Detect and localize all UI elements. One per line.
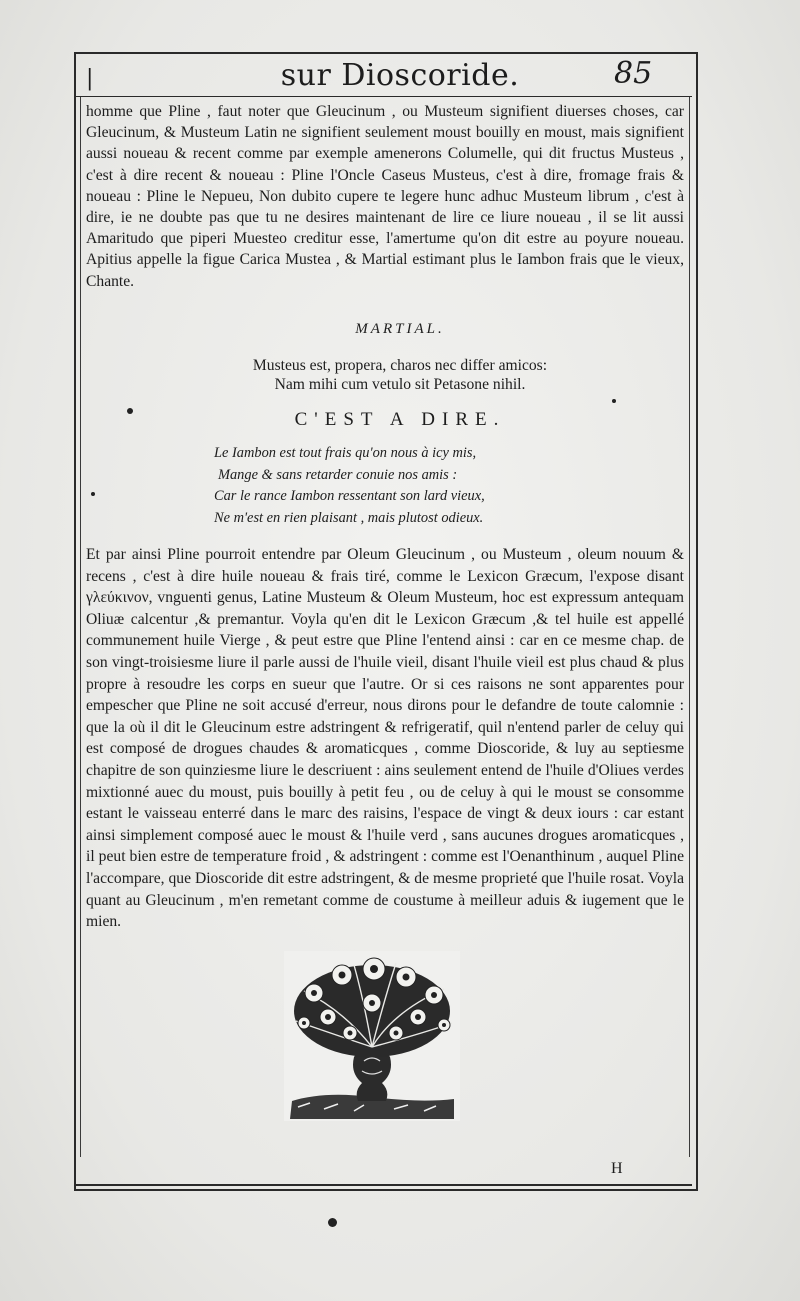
bottom-rule: [76, 1184, 692, 1186]
latin-verse-line: Nam mihi cum vetulo sit Petasone nihil.: [274, 376, 526, 393]
ink-spot: [328, 1218, 337, 1227]
french-verse: [214, 443, 594, 529]
french-verse-line: Le Iambon est tout frais qu'on nous à icy mis,: [214, 445, 477, 461]
paragraph-main: Et par ainsi Pline pourroit entendre par Oleum Gleucinum , ou Musteum , oleum nouum & recens , c'est à dire huile noueau & frais tiré, comme le Lexicon Græcum, l'expose disant γλεύκινον, vnguenti genus, Latine Musteum & Oleum Musteum, hoc est expressum antequam Oliuæ calcentur ,& premantur. Voyla qu'en dit le Lexicon Græcum ,& tel huile est appellé communement huile Vierge , & peut estre que Pline l'entend ainsi : car en ce mesme chap. de son vingt-troisiesme liure il parle aussi de l'huile vieil, disant l'huile vieil est plus chaud & plus propre à resoudre les corps en sueur que l'autre. Or si ces raisons ne sont apparentes pour empescher que Pline ne soit accusé d'erreur, nous dirons pour le defandre de toute calomnie : que la où il dit le Gleucinum estre adstringent & refrigeratif, quil n'entend parler de celuy qui est composé de drogues chaudes & aromaticques , comme Dioscoride, & luy au septiesme chapitre de son quinziesme liure le descriuent : ains seulement entend de l'huile d'Oliues verdes mixtionné auec du moust, puis bouilly à petit feu , ou de celuy à qui le moust se consomme estant le vaisseau enterré dans le marc des raisins, l'espace de vingt & deux iours : car estant ainsi simplement composé auec le moust & l'huile verd , sans aucunes drogues aromaticques , il peut bien estre de temperature froid , & adstringent : comme est l'Oenanthinum , auquel Pline l'accompare, que Dioscoride dit estre adstringent, & de mesme proprieté que l'huile rosat. Voyla quant au Gleucinum , m'en remetant comme de coustume à meilleur aduis & iugement que le mien.: [86, 546, 684, 931]
paragraph-continued: homme que Pline , faut noter que Gleucinum , ou Musteum signifient diuerses choses, car Gleucinum, & Musteum Latin ne signifient seulement moust bouilly en moust, mais signifient aussi noueau & recent comme par exemple amenerons Columelle, qui dit fructus Musteus , c'est à dire recent & noueau : Pline l'Oncle Caseus Musteus, c'est à dire, fromage frais & noueau : Pline le Nepueu, Non dubito cupere te legere hunc adhuc Musteum librum , c'est à dire, ie ne doubte pas que tu ne desires maintenant de lire ce liure noueau , il se lit aussi Amaritudo que piperi Muesteo creditur esse, l'amertume qu'on dit estre au poyure noueau. Apitius appelle la figue Carica Mustea , & Martial estimant plus le Iambon frais que le vieux, Chante.: [86, 103, 684, 290]
french-verse-line: Mange & sans retarder conuie nos amis :: [218, 466, 458, 483]
header-rule: [76, 96, 692, 97]
signature-mark: H: [611, 1160, 623, 1177]
cest-a-dire-heading: C'EST A DIRE.: [294, 409, 506, 430]
latin-verse: [0, 356, 800, 394]
margin-mark: |: [86, 66, 94, 91]
ink-spot: [91, 492, 95, 496]
martial-heading: MARTIAL.: [355, 321, 445, 337]
french-verse-line: Ne m'est en rien plaisant , mais plutost odieux.: [214, 509, 484, 526]
page-number: 85: [614, 56, 653, 91]
latin-verse-line: Musteus est, propera, charos nec differ amicos:: [252, 357, 548, 374]
french-verse-line: Car le rance Iambon ressentant son lard vieux,: [214, 488, 485, 504]
ink-spot: [127, 408, 133, 414]
ink-spot: [612, 399, 616, 403]
flower-vase-woodcut-icon: [284, 951, 460, 1121]
running-title: sur Dioscoride.: [280, 58, 520, 93]
